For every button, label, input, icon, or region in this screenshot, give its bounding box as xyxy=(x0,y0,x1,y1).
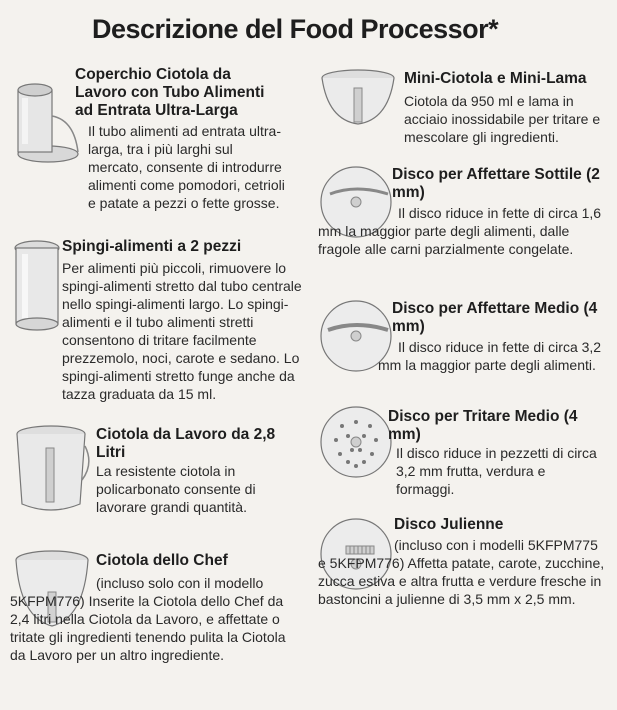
item-medium-slicing-disc xyxy=(392,300,607,336)
item-heading: Disco Julienne xyxy=(394,516,504,533)
shredding-disc-icon xyxy=(318,404,394,480)
item-heading: Disco per Affettare Sottile (2 mm) xyxy=(392,166,600,201)
item-shredding-disc-body xyxy=(396,444,606,498)
item-body: Il disco riduce in fette di circa 1,6 mm la maggior parte degli alimenti, dalle fragole alle carni parzialmente congelate. xyxy=(318,205,602,257)
item-work-bowl xyxy=(96,426,296,462)
item-thin-slicing-disc xyxy=(392,166,607,202)
item-body: (incluso con i modelli 5KFPM775 e 5KFPM776) Affetta patate, carote, zucchine, zucca estiva e altra frutta e verdure fresche in bastoncini a julienne di 3,5 mm x 2,5 mm. xyxy=(318,537,605,607)
item-heading: Ciotola dello Chef xyxy=(96,552,228,569)
work-bowl-icon xyxy=(12,424,90,516)
item-body: Il tubo alimenti ad entrata ultra-larga, tra i più larghi sul mercato, consente di introdurre alimenti come pomodori, cetrioli e patate a pezzi o fette grosse. xyxy=(88,123,285,211)
item-body: Ciotola da 950 ml e lama in acciaio inossidabile per tritare e mescolare gli ingredienti. xyxy=(404,93,601,145)
item-body: (incluso solo con il modello 5KFPM776) Inserite la Ciotola dello Chef da 2,4 litri nella Ciotola da Lavoro, e affettate o tritate gli ingredienti tenendo pulita la Ciotola da Lavoro per un altro ingrediente. xyxy=(10,575,286,663)
item-body: La resistente ciotola in policarbonato consente di lavorare grandi quantità. xyxy=(96,463,256,515)
item-mini-bowl xyxy=(404,70,604,88)
item-body: Il disco riduce in pezzetti di circa 3,2 mm frutta, verdura e formaggi. xyxy=(396,445,597,497)
item-julienne-disc xyxy=(394,516,604,534)
item-heading: Ciotola da Lavoro da 2,8 Litri xyxy=(96,426,276,461)
item-work-bowl-body xyxy=(96,462,296,516)
item-heading: Spingi-alimenti a 2 pezzi xyxy=(62,238,242,255)
item-shredding-disc xyxy=(388,408,603,444)
page-title: Descrizione del Food Processor* xyxy=(92,14,499,44)
item-julienne-disc-body xyxy=(318,536,608,608)
item-food-pusher-body xyxy=(62,259,302,403)
item-heading: Coperchio Ciotola da Lavoro con Tubo Alimenti ad Entrata Ultra-Larga xyxy=(75,66,265,119)
item-work-bowl-lid xyxy=(75,66,280,120)
item-chef-bowl xyxy=(96,552,296,570)
item-heading: Disco per Affettare Medio (4 mm) xyxy=(392,300,598,335)
item-food-pusher xyxy=(62,238,302,256)
item-body: Il disco riduce in fette di circa 3,2 mm la maggior parte degli alimenti. xyxy=(378,339,602,373)
item-work-bowl-lid-body xyxy=(88,122,288,212)
item-body: Per alimenti più piccoli, rimuovere lo spingi-alimenti stretto dal tubo centrale nello spingi-alimenti largo. Lo spingi-alimenti e il tubo alimenti stretti consentono di tritare facilmente prezzemolo, noci, carote e sedano. Lo spingi-alimenti stretto funge anche da tazza graduata da 15 ml. xyxy=(62,260,302,402)
item-heading: Disco per Tritare Medio (4 mm) xyxy=(388,408,578,443)
food-pusher-icon xyxy=(12,238,62,333)
item-medium-slicing-disc-body xyxy=(378,338,608,374)
item-chef-bowl-body xyxy=(10,574,300,664)
item-thin-slicing-disc-body xyxy=(318,204,608,258)
item-mini-bowl-body xyxy=(404,92,604,146)
item-heading: Mini-Ciotola e Mini-Lama xyxy=(404,70,587,87)
mini-bowl-icon xyxy=(318,68,398,132)
